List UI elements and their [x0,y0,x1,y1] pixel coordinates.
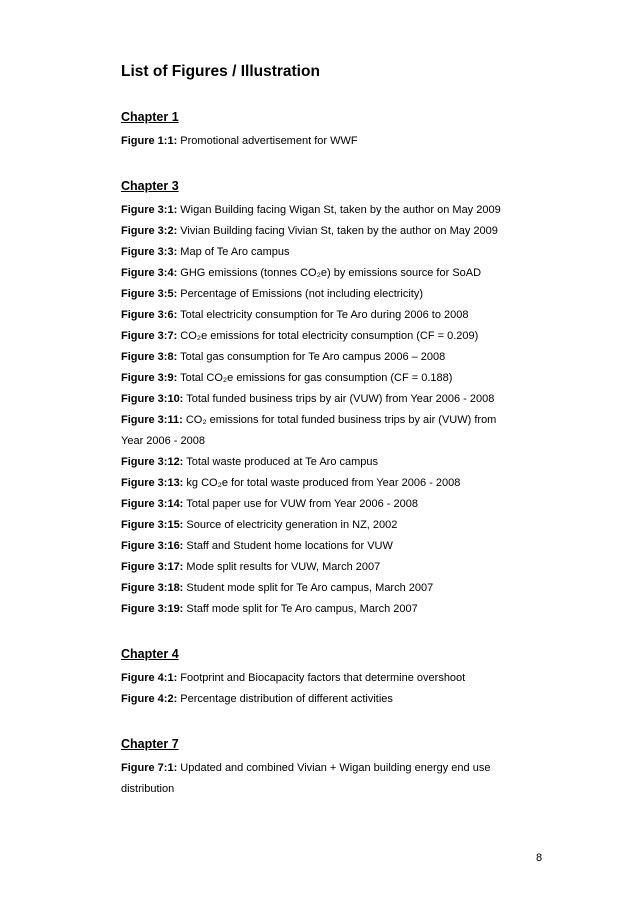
figure-label: Figure 3:7: [121,330,178,342]
figure-caption: Student mode split for Te Aro campus, March 2007 [186,582,434,594]
figure-label: Figure 3:14: [121,498,184,510]
figure-entry [121,410,521,452]
figure-list [121,109,521,826]
figure-label: Figure 3:5: [121,288,178,300]
chapter-heading: Chapter 7 [121,737,179,751]
figure-entry [121,347,521,368]
figure-entry [121,200,521,221]
figure-label: Figure 3:2: [121,225,178,237]
figure-caption: Total electricity consumption for Te Aro during 2006 to 2008 [180,309,469,321]
figure-caption: Percentage distribution of different activities [180,693,393,705]
figure-caption: Mode split results for VUW, March 2007 [186,561,381,573]
figure-entry [121,452,521,473]
figure-entry [121,494,521,515]
figure-caption: Promotional advertisement for WWF [180,135,358,147]
figure-caption: Total paper use for VUW from Year 2006 - 2008 [186,498,418,510]
figure-label: Figure 3:3: [121,246,178,258]
figure-caption: Source of electricity generation in NZ, 2002 [186,519,398,531]
figure-entry [121,689,521,710]
figure-label: Figure 3:18: [121,582,184,594]
figure-caption: Wigan Building facing Wigan St, taken by the author on May 2009 [180,204,501,216]
figure-label: Figure 4:2: [121,693,178,705]
chapter-heading: Chapter 1 [121,110,179,124]
figure-caption: Staff and Student home locations for VUW [186,540,393,552]
figure-entry [121,557,521,578]
figure-entry [121,389,521,410]
figure-entry [121,668,521,689]
figure-label: Figure 3:12: [121,456,184,468]
figure-label: Figure 3:4: [121,267,178,279]
figure-label: Figure 3:16: [121,540,184,552]
figure-label: Figure 7:1: [121,762,178,774]
figure-caption: Map of Te Aro campus [180,246,290,258]
figure-caption: CO₂e emissions for total electricity consumption (CF = 0.209) [180,330,479,342]
figure-caption: CO₂ emissions for total funded business trips by air (VUW) from Year 2006 - 2008 [121,414,497,447]
figure-label: Figure 3:15: [121,519,184,531]
figure-label: Figure 3:1: [121,204,178,216]
figure-label: Figure 3:19: [121,603,184,615]
figure-label: Figure 1:1: [121,135,178,147]
figure-label: Figure 3:11: [121,414,183,426]
page-number: 8 [536,852,543,864]
figure-caption: Percentage of Emissions (not including electricity) [180,288,424,300]
figure-caption: kg CO₂e for total waste produced from Year 2006 - 2008 [186,477,461,489]
figure-entry [121,368,521,389]
figure-caption: Footprint and Biocapacity factors that determine overshoot [180,672,466,684]
figure-entry [121,326,521,347]
figure-label: Figure 3:9: [121,372,178,384]
figure-entry [121,758,521,800]
figure-label: Figure 3:6: [121,309,178,321]
chapter-section [121,178,521,620]
chapter-section [121,109,521,152]
figure-label: Figure 3:10: [121,393,184,405]
figure-caption: Total CO₂e emissions for gas consumption (CF = 0.188) [180,372,453,384]
figure-label: Figure 3:8: [121,351,178,363]
figure-caption: Total funded business trips by air (VUW) from Year 2006 - 2008 [186,393,495,405]
page-title: List of Figures / Illustration [121,63,320,80]
figure-entry [121,473,521,494]
figure-entry [121,263,521,284]
figure-label: Figure 4:1: [121,672,178,684]
figure-entry [121,305,521,326]
figure-entry [121,242,521,263]
figure-caption: Staff mode split for Te Aro campus, March 2007 [186,603,418,615]
figure-entry [121,599,521,620]
figure-label: Figure 3:17: [121,561,184,573]
chapter-section [121,736,521,800]
figure-entry [121,536,521,557]
figure-caption: Vivian Building facing Vivian St, taken by the author on May 2009 [180,225,498,237]
figure-label: Figure 3:13: [121,477,184,489]
figure-caption: Updated and combined Vivian + Wigan building energy end use distribution [121,762,491,795]
figure-entry [121,221,521,242]
figure-caption: Total gas consumption for Te Aro campus 2006 – 2008 [180,351,446,363]
figure-entry [121,515,521,536]
chapter-heading: Chapter 3 [121,179,179,193]
figure-caption: GHG emissions (tonnes CO₂e) by emissions source for SoAD [180,267,482,279]
figure-entry [121,578,521,599]
chapter-heading: Chapter 4 [121,647,179,661]
figure-caption: Total waste produced at Te Aro campus [186,456,379,468]
chapter-section [121,646,521,710]
figure-entry [121,284,521,305]
figure-entry [121,131,521,152]
